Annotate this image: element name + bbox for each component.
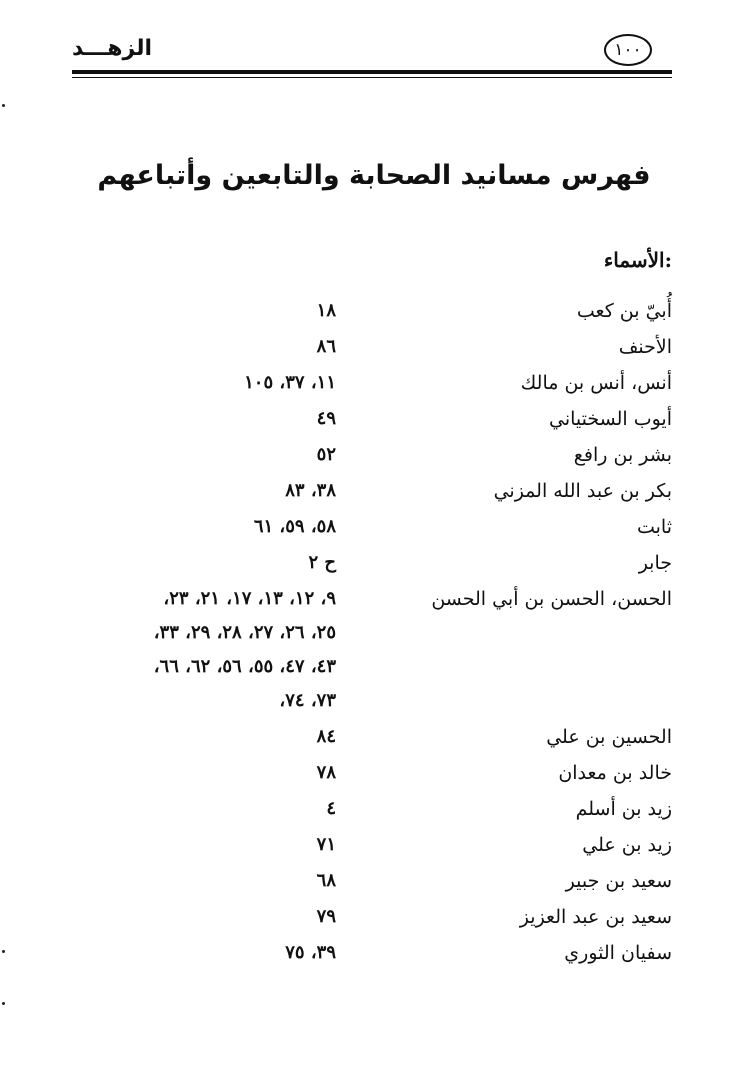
entry-name: سعيد بن عبد العزيز (519, 906, 672, 928)
entry-name: أُبيّ بن كعب (576, 300, 672, 322)
entry-pages: ٦٨ (316, 870, 336, 891)
index-title: فهرس مسانيد الصحابة والتابعين وأتباعهم (97, 160, 651, 191)
entry-pages: ٥٢ (316, 444, 336, 465)
index-entry (0, 830, 748, 866)
entry-name: زيد بن أسلم (575, 798, 672, 820)
entry-name: أنس، أنس بن مالك (520, 372, 672, 394)
header-rule-thick (72, 70, 672, 74)
entry-name: زيد بن علي (582, 834, 672, 856)
entry-pages: ٣٨، ٨٣ (285, 480, 336, 501)
index-entry (0, 688, 748, 722)
entry-pages: ٧١ (316, 834, 336, 855)
index-entry (0, 654, 748, 688)
entry-pages: ٨٦ (316, 336, 336, 357)
page-number: ١٠٠ (604, 34, 652, 66)
entry-pages: ١٨ (316, 300, 336, 321)
entry-name: جابر (638, 552, 672, 574)
entry-name: الحسن، الحسن بن أبي الحسن (431, 588, 672, 610)
entry-name: بشر بن رافع (573, 444, 672, 466)
index-entry (0, 938, 748, 974)
entry-pages: ٧٩ (316, 906, 336, 927)
entry-name: الحسين بن علي (546, 726, 672, 748)
entry-pages: ٢٥، ٢٦، ٢٧، ٢٨، ٢٩، ٣٣، (153, 622, 336, 643)
book-title: الزهـــد (72, 36, 153, 61)
index-entries (0, 296, 748, 974)
index-entry (0, 794, 748, 830)
index-entry (0, 296, 748, 332)
entry-name: أيوب السختياني (549, 408, 672, 430)
index-entry (0, 902, 748, 938)
header-rule-thin (72, 77, 672, 78)
index-entry (0, 620, 748, 654)
index-entry (0, 548, 748, 584)
entry-pages: ٧٨ (316, 762, 336, 783)
entry-pages: ٣٩، ٧٥ (285, 942, 336, 963)
index-entry (0, 584, 748, 620)
entry-pages: ٥٨، ٥٩، ٦١ (253, 516, 336, 537)
entry-pages: ٨٤ (316, 726, 336, 747)
index-entry (0, 512, 748, 548)
entry-name: سعيد بن جبير (565, 870, 672, 892)
entry-pages: ٤٩ (316, 408, 336, 429)
entry-pages: ٧٣، ٧٤، (279, 690, 336, 711)
scan-speck (2, 1002, 5, 1005)
entry-pages: ٩، ١٢، ١٣، ١٧، ٢١، ٢٣، (163, 588, 336, 609)
entry-name: الأحنف (618, 336, 672, 358)
index-entry (0, 440, 748, 476)
index-entry (0, 866, 748, 902)
section-label: الأسماء: (603, 248, 672, 272)
index-entry (0, 758, 748, 794)
entry-pages: ٤ (326, 798, 336, 819)
index-entry (0, 476, 748, 512)
entry-name: بكر بن عبد الله المزني (493, 480, 672, 502)
entry-pages: ١١، ٣٧، ١٠٥ (244, 372, 336, 393)
entry-name: ثابت (636, 516, 672, 538)
entry-pages: ح ٢ (308, 552, 336, 573)
index-entry (0, 404, 748, 440)
scan-speck (2, 104, 5, 107)
index-entry (0, 722, 748, 758)
entry-pages: ٤٣، ٤٧، ٥٥، ٥٦، ٦٢، ٦٦، (153, 656, 336, 677)
index-entry (0, 368, 748, 404)
entry-name: خالد بن معدان (558, 762, 672, 784)
scan-speck (2, 950, 5, 953)
index-entry (0, 332, 748, 368)
page-header (72, 28, 672, 78)
entry-name: سفيان الثوري (564, 942, 672, 964)
